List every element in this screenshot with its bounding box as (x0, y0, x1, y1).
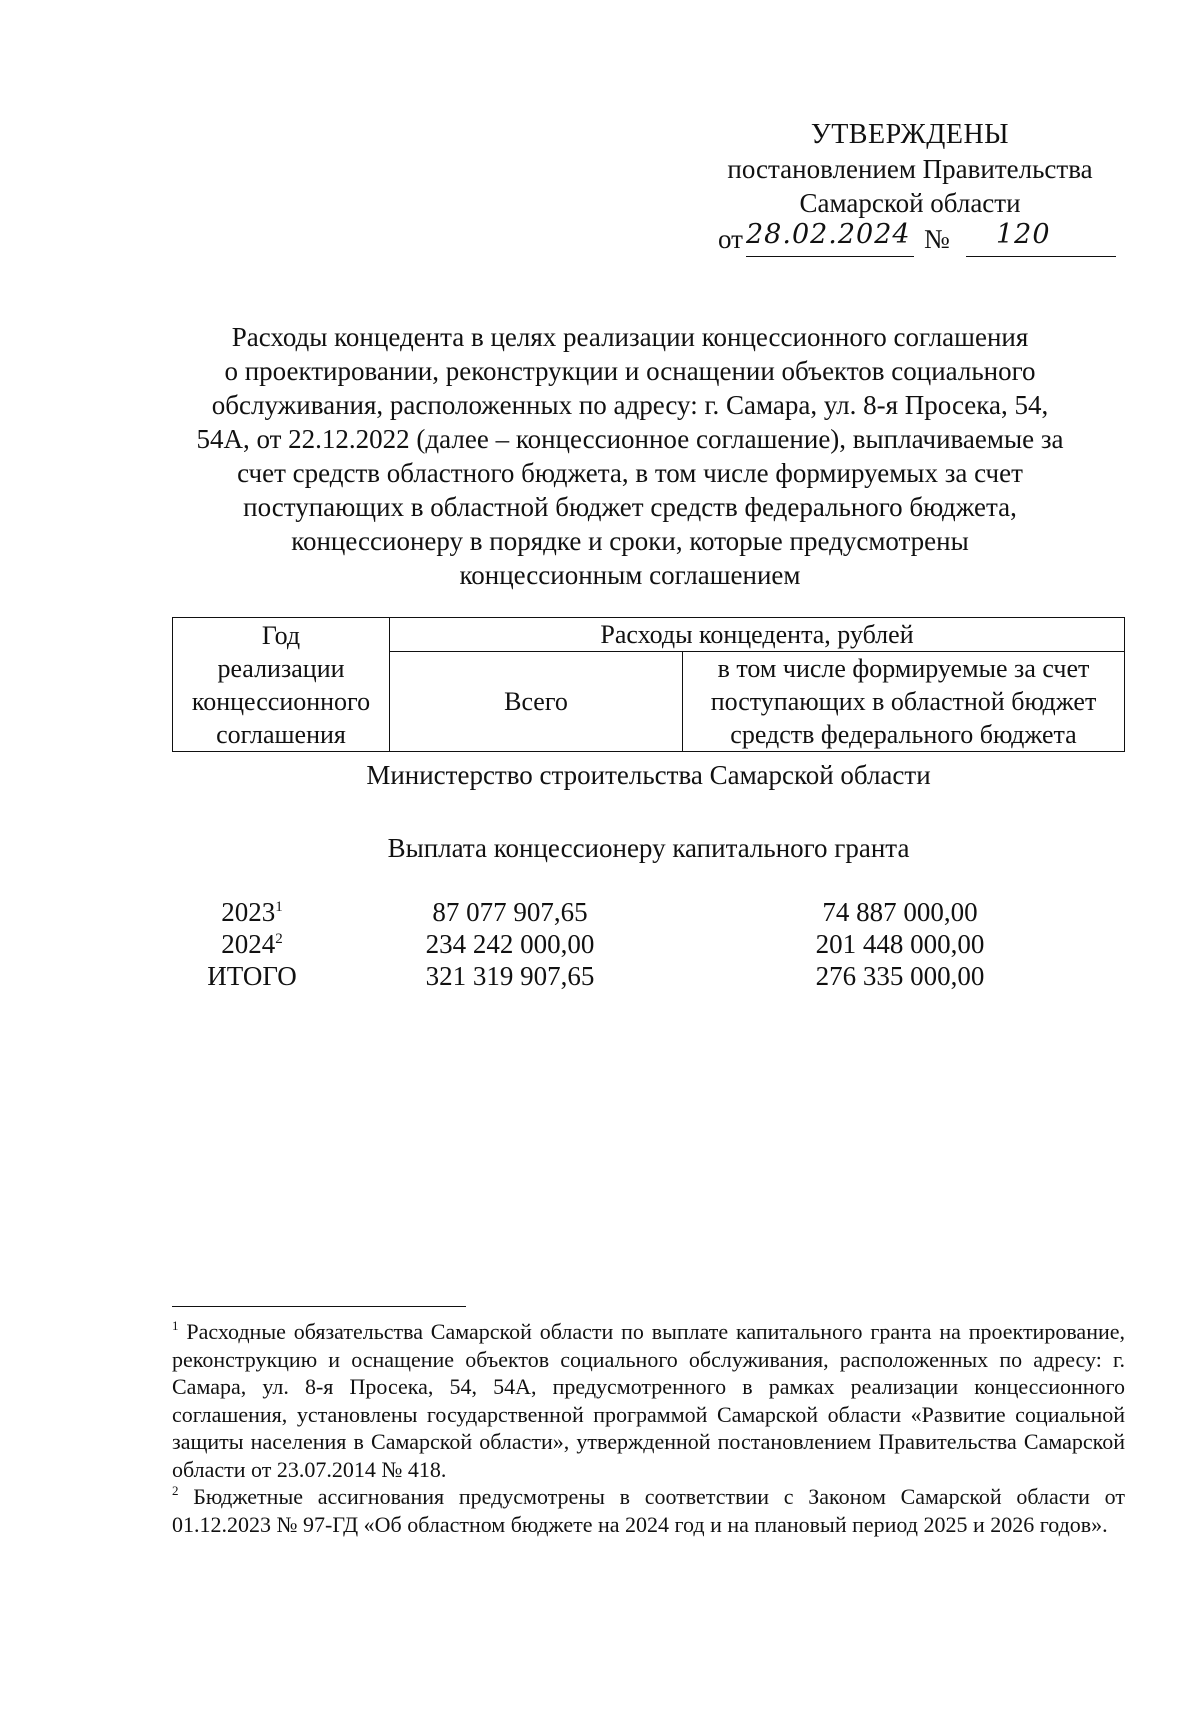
date-underline (746, 256, 914, 257)
approval-title: УТВЕРЖДЕНЫ (810, 119, 1010, 150)
handwritten-date: 28.02.2024 (746, 219, 911, 250)
footnote-ref: 2 (275, 931, 283, 947)
federal-column-header (683, 652, 1125, 752)
header-text: концессионного (191, 686, 371, 716)
heading-line: обслуживания, расположенных по адресу: г. Самара, ул. 8-я Просека, 54, (211, 390, 1049, 420)
number-sign: № (924, 224, 950, 254)
approval-stamp (700, 118, 1120, 260)
year-value: ИТОГО (207, 961, 297, 991)
heading-line: счет средств областного бюджета, в том числе формируемых за счет (237, 458, 1023, 488)
year-value: 2024 (221, 929, 276, 959)
number-underline (966, 256, 1116, 257)
heading-line: Расходы концедента в целях реализации концессионного соглашения (231, 322, 1029, 352)
table-row (0, 961, 1200, 993)
total-cell: 87 077 907,65 (432, 897, 588, 927)
heading-line: концессионеру в порядке и сроки, которые предусмотрены (291, 526, 969, 556)
payment-title: Выплата концессионеру капитального гранта (387, 833, 910, 863)
footnote-text: Бюджетные ассигнования предусмотрены в соответствии с Законом Самарской области от 01.12.2023 № 97-ГД «Об областном бюджете на 2024 год и на плановый период 2025 и 2026 годов». (172, 1484, 1126, 1537)
footnote-mark: 1 (172, 1318, 179, 1333)
header-text: реализации (217, 653, 345, 683)
federal-cell: 276 335 000,00 (815, 961, 985, 991)
federal-cell: 74 887 000,00 (822, 897, 978, 927)
header-text: соглашения (216, 719, 346, 749)
footnote-separator (172, 1306, 466, 1307)
footnote-mark: 2 (172, 1483, 179, 1498)
heading-line: поступающих в областной бюджет средств федерального бюджета, (243, 492, 1017, 522)
footnotes (172, 1318, 1125, 1538)
handwritten-number: 120 (996, 219, 1051, 250)
total-column-header: Всего (390, 652, 683, 752)
date-prefix: от (718, 224, 743, 254)
expenses-group-header: Расходы концедента, рублей (390, 618, 1125, 652)
table-row (0, 897, 1200, 929)
table-row (0, 929, 1200, 961)
heading-line: концессионным соглашением (459, 560, 801, 590)
heading-line: 54А, от 22.12.2022 (далее – концессионное соглашение), выплачиваемые за (196, 424, 1064, 454)
footnote-text: Расходные обязательства Самарской области по выплате капитального гранта на проектирование, реконструкцию и оснащение объектов социального обслуживания, расположенных по адресу: г. Самара, ул. 8-я Просека, 54, 54А, предусмотренного в рамках реализации концессионного соглашения, установлены государственной программой Самарской области «Развитие социальной защиты населения в Самарской области», утвержденной постановлением Правительства Самарской области от 23.07.2014 № 418. (172, 1319, 1126, 1482)
year-cell (190, 961, 314, 992)
total-cell: 234 242 000,00 (425, 929, 595, 959)
header-text: поступающих в областной бюджет (710, 687, 1097, 716)
year-cell (190, 897, 314, 928)
approval-line-1: постановлением Правительства (727, 154, 1093, 184)
header-text: средств федерального бюджета (730, 720, 1077, 749)
footnote-ref: 1 (275, 899, 283, 915)
approval-date-line (700, 220, 1120, 260)
header-text: в том числе формируемые за счет (717, 654, 1090, 683)
ministry-name: Министерство строительства Самарской области (366, 760, 931, 790)
year-cell (190, 929, 314, 960)
document-heading (150, 320, 1110, 592)
data-rows (0, 897, 1200, 993)
footnote (172, 1483, 1125, 1538)
approval-line-2: Самарской области (799, 188, 1021, 218)
total-cell: 321 319 907,65 (425, 961, 595, 991)
expenses-table-header (172, 617, 1125, 752)
footnote (172, 1318, 1125, 1483)
header-text: Год (261, 620, 301, 650)
year-value: 2023 (221, 897, 276, 927)
heading-line: о проектировании, реконструкции и оснащении объектов социального (224, 356, 1036, 386)
federal-cell: 201 448 000,00 (815, 929, 985, 959)
year-column-header (173, 618, 390, 752)
